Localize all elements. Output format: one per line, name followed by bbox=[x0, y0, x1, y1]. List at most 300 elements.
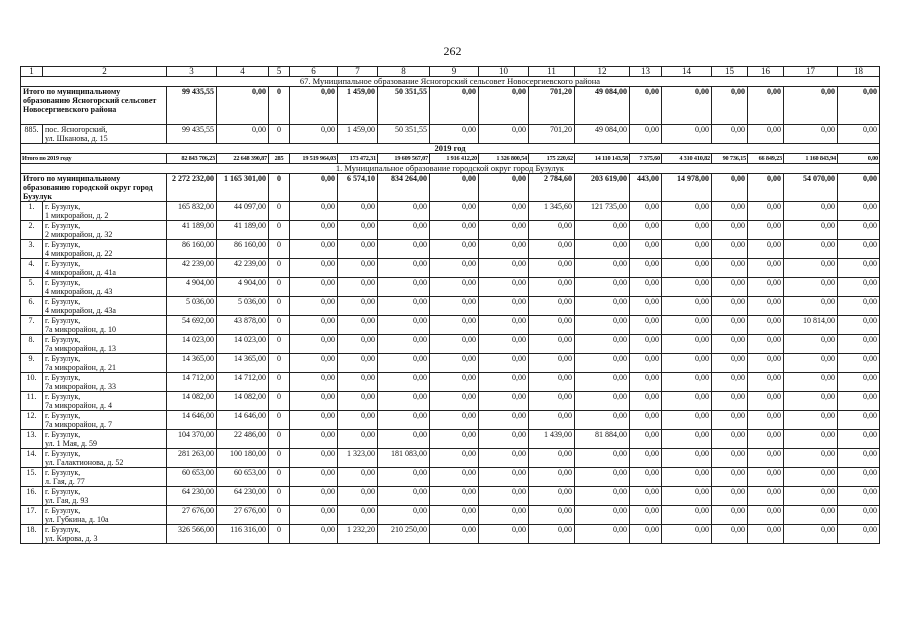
table-cell: 0,00 bbox=[290, 430, 338, 449]
table-cell: 0,00 bbox=[784, 373, 838, 392]
table-cell: 0,00 bbox=[290, 125, 338, 144]
table-cell: 0,00 bbox=[378, 411, 430, 430]
table-cell: 0,00 bbox=[838, 373, 880, 392]
table-cell: 0,00 bbox=[378, 221, 430, 240]
row-number: 10. bbox=[21, 373, 43, 392]
table-cell: 0,00 bbox=[838, 87, 880, 125]
table-cell: 14 646,00 bbox=[217, 411, 269, 430]
table-cell: 54 692,00 bbox=[167, 316, 217, 335]
row-address: г. Бузулук, ул. 1 Мая, д. 59 bbox=[43, 430, 167, 449]
table-cell: 165 832,00 bbox=[167, 202, 217, 221]
table-cell: 0,00 bbox=[338, 487, 378, 506]
table-cell: 41 189,00 bbox=[167, 221, 217, 240]
table-cell: 14 712,00 bbox=[167, 373, 217, 392]
table-row bbox=[21, 335, 880, 354]
table-cell: 0,00 bbox=[630, 202, 662, 221]
table-cell: 0,00 bbox=[479, 506, 529, 525]
table-cell: 0,00 bbox=[838, 525, 880, 544]
table-cell: 0 bbox=[269, 449, 290, 468]
table-cell: 0,00 bbox=[529, 259, 575, 278]
table-cell: 0 bbox=[269, 487, 290, 506]
table-cell: 0,00 bbox=[712, 468, 748, 487]
column-header: 4 bbox=[217, 67, 269, 77]
table-cell: 0,00 bbox=[290, 174, 338, 202]
table-cell: 0,00 bbox=[338, 316, 378, 335]
table-cell: 285 bbox=[269, 154, 290, 164]
table-row bbox=[21, 221, 880, 240]
row-number: 14. bbox=[21, 449, 43, 468]
row-number: 12. bbox=[21, 411, 43, 430]
table-cell: 0,00 bbox=[430, 411, 479, 430]
column-header: 8 bbox=[378, 67, 430, 77]
table-cell: 0 bbox=[269, 278, 290, 297]
table-cell: 0,00 bbox=[430, 449, 479, 468]
table-cell: 0,00 bbox=[290, 354, 338, 373]
row-number: 15. bbox=[21, 468, 43, 487]
table-cell: 0,00 bbox=[217, 125, 269, 144]
table-cell: 0,00 bbox=[529, 278, 575, 297]
table-cell: 0,00 bbox=[479, 221, 529, 240]
table-cell: 0,00 bbox=[430, 525, 479, 544]
row-address: г. Бузулук, 4 микрорайон, д. 43а bbox=[43, 297, 167, 316]
table-cell: 0,00 bbox=[378, 392, 430, 411]
table-cell: 0,00 bbox=[662, 87, 712, 125]
table-cell: 0,00 bbox=[529, 335, 575, 354]
table-cell: 1 459,00 bbox=[338, 87, 378, 125]
table-cell: 0,00 bbox=[662, 354, 712, 373]
table-cell: 0,00 bbox=[630, 525, 662, 544]
table-cell: 0,00 bbox=[748, 373, 784, 392]
table-cell: 0,00 bbox=[575, 221, 630, 240]
table-row bbox=[21, 259, 880, 278]
table-cell: 0,00 bbox=[290, 221, 338, 240]
summary-row-buzuluk bbox=[21, 174, 880, 202]
table-cell: 0,00 bbox=[529, 354, 575, 373]
table-cell: 0,00 bbox=[630, 240, 662, 259]
table-cell: 0,00 bbox=[430, 125, 479, 144]
table-cell: 0,00 bbox=[630, 430, 662, 449]
column-header: 3 bbox=[167, 67, 217, 77]
table-row bbox=[21, 525, 880, 544]
table-cell: 0,00 bbox=[290, 297, 338, 316]
table-cell: 0,00 bbox=[217, 87, 269, 125]
table-cell: 44 097,00 bbox=[217, 202, 269, 221]
table-cell: 0,00 bbox=[378, 373, 430, 392]
table-cell: 0 bbox=[269, 259, 290, 278]
table-cell: 0,00 bbox=[662, 411, 712, 430]
table-cell: 99 435,55 bbox=[167, 87, 217, 125]
row-address: г. Бузулук, 4 микрорайон, д. 41а bbox=[43, 259, 167, 278]
data-table bbox=[20, 66, 880, 544]
table-cell: 0,00 bbox=[784, 240, 838, 259]
table-cell: 0,00 bbox=[575, 259, 630, 278]
table-cell: 0,00 bbox=[529, 373, 575, 392]
table-cell: 0,00 bbox=[784, 449, 838, 468]
table-cell: 2 272 232,00 bbox=[167, 174, 217, 202]
table-cell: 0,00 bbox=[662, 506, 712, 525]
row-address: г. Бузулук, 4 микрорайон, д. 22 bbox=[43, 240, 167, 259]
table-cell: 0,00 bbox=[630, 125, 662, 144]
table-row bbox=[21, 202, 880, 221]
table-cell: 82 843 706,23 bbox=[167, 154, 217, 164]
table-cell: 0 bbox=[269, 174, 290, 202]
table-cell: 0,00 bbox=[479, 174, 529, 202]
table-cell: 0,00 bbox=[662, 278, 712, 297]
table-cell: 701,20 bbox=[529, 125, 575, 144]
row-number: 11. bbox=[21, 392, 43, 411]
column-header: 2 bbox=[43, 67, 167, 77]
table-cell: 14 023,00 bbox=[167, 335, 217, 354]
column-header: 14 bbox=[662, 67, 712, 77]
table-cell: 0,00 bbox=[529, 506, 575, 525]
section-heading-yasnogorsk bbox=[21, 77, 880, 87]
table-cell: 0,00 bbox=[378, 430, 430, 449]
table-cell: 0,00 bbox=[338, 373, 378, 392]
table-cell: 86 160,00 bbox=[217, 240, 269, 259]
table-cell: 0,00 bbox=[748, 525, 784, 544]
table-cell: 0 bbox=[269, 125, 290, 144]
table-cell: 0,00 bbox=[338, 335, 378, 354]
table-cell: 0,00 bbox=[378, 278, 430, 297]
table-cell: 0,00 bbox=[630, 506, 662, 525]
table-cell: 0,00 bbox=[784, 525, 838, 544]
table-cell: 2 784,60 bbox=[529, 174, 575, 202]
table-cell: 4 310 410,82 bbox=[662, 154, 712, 164]
row-number: 17. bbox=[21, 506, 43, 525]
row-address: г. Бузулук, 4 микрорайон, д. 43 bbox=[43, 278, 167, 297]
summary-label: Итого по 2019 году bbox=[21, 154, 167, 164]
column-header: 5 bbox=[269, 67, 290, 77]
table-cell: 0,00 bbox=[575, 240, 630, 259]
row-number: 2. bbox=[21, 221, 43, 240]
table-cell: 0,00 bbox=[712, 335, 748, 354]
row-address: г. Бузулук, 7а микрорайон, д. 13 bbox=[43, 335, 167, 354]
table-cell: 0,00 bbox=[290, 449, 338, 468]
table-cell: 0,00 bbox=[748, 411, 784, 430]
table-cell: 0,00 bbox=[748, 430, 784, 449]
table-cell: 60 653,00 bbox=[217, 468, 269, 487]
table-cell: 0,00 bbox=[479, 87, 529, 125]
table-cell: 0,00 bbox=[529, 316, 575, 335]
table-cell: 0,00 bbox=[662, 468, 712, 487]
table-cell: 0,00 bbox=[748, 449, 784, 468]
table-cell: 0,00 bbox=[838, 316, 880, 335]
table-cell: 0,00 bbox=[838, 125, 880, 144]
table-cell: 0,00 bbox=[838, 468, 880, 487]
table-cell: 0,00 bbox=[338, 202, 378, 221]
table-cell: 4 904,00 bbox=[217, 278, 269, 297]
table-cell: 0,00 bbox=[748, 259, 784, 278]
table-cell: 0,00 bbox=[479, 468, 529, 487]
table-cell: 0,00 bbox=[290, 506, 338, 525]
table-cell: 0,00 bbox=[378, 240, 430, 259]
table-row bbox=[21, 392, 880, 411]
table-cell: 0,00 bbox=[748, 392, 784, 411]
table-cell: 0,00 bbox=[430, 87, 479, 125]
table-cell: 0,00 bbox=[529, 411, 575, 430]
table-cell: 0,00 bbox=[430, 354, 479, 373]
column-header: 10 bbox=[479, 67, 529, 77]
table-cell: 0,00 bbox=[575, 316, 630, 335]
table-cell: 0,00 bbox=[712, 411, 748, 430]
table-cell: 0,00 bbox=[712, 525, 748, 544]
table-cell: 27 676,00 bbox=[217, 506, 269, 525]
table-cell: 0,00 bbox=[712, 506, 748, 525]
table-cell: 0,00 bbox=[575, 373, 630, 392]
table-cell: 0,00 bbox=[338, 506, 378, 525]
table-cell: 0,00 bbox=[479, 240, 529, 259]
table-cell: 0,00 bbox=[630, 354, 662, 373]
table-cell: 0 bbox=[269, 221, 290, 240]
table-cell: 0,00 bbox=[784, 278, 838, 297]
table-cell: 49 084,00 bbox=[575, 87, 630, 125]
table-cell: 0,00 bbox=[712, 87, 748, 125]
section-heading-yasnogorsk-label: 67. Муниципальное образование Ясногорский сельсовет Новосергиевского района bbox=[21, 77, 880, 87]
table-cell: 50 351,55 bbox=[378, 125, 430, 144]
table-cell: 0,00 bbox=[662, 259, 712, 278]
table-cell: 0,00 bbox=[784, 297, 838, 316]
column-header: 7 bbox=[338, 67, 378, 77]
row-address: г. Бузулук, 7а микрорайон, д. 10 bbox=[43, 316, 167, 335]
row-number: 7. bbox=[21, 316, 43, 335]
table-cell: 0,00 bbox=[748, 487, 784, 506]
column-header: 1 bbox=[21, 67, 43, 77]
table-cell: 0,00 bbox=[378, 354, 430, 373]
table-cell: 0,00 bbox=[630, 411, 662, 430]
table-cell: 0,00 bbox=[748, 221, 784, 240]
table-cell: 0,00 bbox=[290, 487, 338, 506]
total-row-2019 bbox=[21, 154, 880, 164]
row-address: г. Бузулук, 7а микрорайон, д. 21 bbox=[43, 354, 167, 373]
table-cell: 0,00 bbox=[662, 430, 712, 449]
table-cell: 443,00 bbox=[630, 174, 662, 202]
row-number: 6. bbox=[21, 297, 43, 316]
column-header: 16 bbox=[748, 67, 784, 77]
table-cell: 0,00 bbox=[784, 125, 838, 144]
table-cell: 0,00 bbox=[662, 373, 712, 392]
table-cell: 64 230,00 bbox=[167, 487, 217, 506]
row-number: 9. bbox=[21, 354, 43, 373]
table-row bbox=[21, 449, 880, 468]
table-cell: 0,00 bbox=[838, 297, 880, 316]
table-cell: 701,20 bbox=[529, 87, 575, 125]
table-cell: 19 519 964,03 bbox=[290, 154, 338, 164]
table-cell: 0,00 bbox=[290, 259, 338, 278]
table-cell: 104 370,00 bbox=[167, 430, 217, 449]
table-cell: 0,00 bbox=[290, 392, 338, 411]
table-cell: 0,00 bbox=[662, 449, 712, 468]
table-cell: 0,00 bbox=[529, 525, 575, 544]
table-cell: 0,00 bbox=[378, 316, 430, 335]
table-cell: 1 345,60 bbox=[529, 202, 575, 221]
table-cell: 0,00 bbox=[529, 449, 575, 468]
table-cell: 0,00 bbox=[290, 202, 338, 221]
table-cell: 14 365,00 bbox=[217, 354, 269, 373]
table-cell: 1 232,20 bbox=[338, 525, 378, 544]
table-cell: 0,00 bbox=[630, 278, 662, 297]
table-row bbox=[21, 373, 880, 392]
row-address: г. Бузулук, 7а микрорайон, д. 33 bbox=[43, 373, 167, 392]
table-cell: 0,00 bbox=[479, 525, 529, 544]
table-cell: 0,00 bbox=[838, 202, 880, 221]
table-cell: 0,00 bbox=[838, 154, 880, 164]
table-cell: 0,00 bbox=[378, 468, 430, 487]
table-cell: 121 735,00 bbox=[575, 202, 630, 221]
table-cell: 116 316,00 bbox=[217, 525, 269, 544]
table-cell: 0,00 bbox=[479, 297, 529, 316]
table-cell: 0,00 bbox=[838, 430, 880, 449]
table-cell: 281 263,00 bbox=[167, 449, 217, 468]
table-cell: 0,00 bbox=[662, 525, 712, 544]
table-cell: 0,00 bbox=[479, 316, 529, 335]
table-row bbox=[21, 125, 880, 144]
table-cell: 10 814,00 bbox=[784, 316, 838, 335]
table-cell: 1 160 843,94 bbox=[784, 154, 838, 164]
table-cell: 14 712,00 bbox=[217, 373, 269, 392]
table-cell: 42 239,00 bbox=[167, 259, 217, 278]
table-cell: 0,00 bbox=[748, 354, 784, 373]
row-address: г. Бузулук, 2 микрорайон, д. 32 bbox=[43, 221, 167, 240]
table-cell: 0,00 bbox=[430, 392, 479, 411]
table-cell: 0,00 bbox=[838, 411, 880, 430]
table-cell: 0,00 bbox=[662, 240, 712, 259]
table-cell: 0,00 bbox=[575, 392, 630, 411]
table-cell: 0,00 bbox=[378, 259, 430, 278]
table-cell: 0,00 bbox=[479, 373, 529, 392]
table-cell: 0,00 bbox=[784, 87, 838, 125]
table-cell: 22 648 390,87 bbox=[217, 154, 269, 164]
table-cell: 0,00 bbox=[430, 487, 479, 506]
row-number: 885. bbox=[21, 125, 43, 144]
table-cell: 0,00 bbox=[748, 278, 784, 297]
table-cell: 0,00 bbox=[430, 506, 479, 525]
table-cell: 1 326 800,54 bbox=[479, 154, 529, 164]
table-cell: 0,00 bbox=[784, 411, 838, 430]
table-cell: 0,00 bbox=[712, 221, 748, 240]
row-number: 4. bbox=[21, 259, 43, 278]
section-heading-buzuluk bbox=[21, 164, 880, 174]
table-cell: 0,00 bbox=[430, 259, 479, 278]
table-cell: 0,00 bbox=[662, 392, 712, 411]
table-cell: 175 220,62 bbox=[529, 154, 575, 164]
table-row bbox=[21, 506, 880, 525]
table-cell: 0,00 bbox=[338, 411, 378, 430]
table-cell: 0,00 bbox=[712, 354, 748, 373]
table-cell: 0,00 bbox=[529, 487, 575, 506]
table-cell: 0,00 bbox=[748, 174, 784, 202]
table-cell: 834 264,00 bbox=[378, 174, 430, 202]
table-cell: 0,00 bbox=[838, 335, 880, 354]
summary-label: Итого по муниципальному образованию Ясногорский сельсовет Новосергиевского района bbox=[21, 87, 167, 125]
table-cell: 0,00 bbox=[575, 411, 630, 430]
table-cell: 99 435,55 bbox=[167, 125, 217, 144]
table-cell: 0,00 bbox=[748, 506, 784, 525]
table-cell: 0,00 bbox=[575, 354, 630, 373]
row-number: 16. bbox=[21, 487, 43, 506]
table-row bbox=[21, 354, 880, 373]
table-cell: 0,00 bbox=[290, 373, 338, 392]
table-cell: 0,00 bbox=[630, 297, 662, 316]
table-cell: 0,00 bbox=[430, 373, 479, 392]
header-row bbox=[21, 67, 880, 77]
table-cell: 0,00 bbox=[290, 468, 338, 487]
table-cell: 0,00 bbox=[838, 506, 880, 525]
table-cell: 0,00 bbox=[838, 449, 880, 468]
table-cell: 0,00 bbox=[479, 449, 529, 468]
table-cell: 0,00 bbox=[430, 297, 479, 316]
table-cell: 0,00 bbox=[529, 468, 575, 487]
table-cell: 0,00 bbox=[630, 221, 662, 240]
table-cell: 0,00 bbox=[784, 487, 838, 506]
table-row bbox=[21, 240, 880, 259]
table-cell: 0,00 bbox=[748, 240, 784, 259]
table-cell: 0,00 bbox=[290, 525, 338, 544]
table-cell: 0,00 bbox=[662, 202, 712, 221]
table-cell: 0,00 bbox=[784, 430, 838, 449]
table-cell: 0,00 bbox=[838, 221, 880, 240]
table-cell: 5 036,00 bbox=[167, 297, 217, 316]
table-cell: 0,00 bbox=[430, 430, 479, 449]
row-number: 1. bbox=[21, 202, 43, 221]
table-cell: 14 646,00 bbox=[167, 411, 217, 430]
table-cell: 0,00 bbox=[338, 392, 378, 411]
column-header: 6 bbox=[290, 67, 338, 77]
table-cell: 0,00 bbox=[430, 240, 479, 259]
table-cell: 0,00 bbox=[430, 335, 479, 354]
row-address: г. Бузулук, 7а микрорайон, д. 7 bbox=[43, 411, 167, 430]
table-cell: 0,00 bbox=[290, 87, 338, 125]
table-cell: 0,00 bbox=[338, 259, 378, 278]
table-cell: 0,00 bbox=[338, 297, 378, 316]
year-heading bbox=[21, 144, 880, 154]
table-cell: 0,00 bbox=[748, 297, 784, 316]
column-header: 17 bbox=[784, 67, 838, 77]
table-cell: 0,00 bbox=[430, 316, 479, 335]
table-cell: 0,00 bbox=[712, 202, 748, 221]
table-cell: 0,00 bbox=[748, 335, 784, 354]
table-row bbox=[21, 411, 880, 430]
table-cell: 27 676,00 bbox=[167, 506, 217, 525]
table-cell: 0,00 bbox=[529, 221, 575, 240]
table-row bbox=[21, 487, 880, 506]
table-cell: 0,00 bbox=[575, 278, 630, 297]
table-cell: 0,00 bbox=[748, 316, 784, 335]
table-row bbox=[21, 430, 880, 449]
table-cell: 0,00 bbox=[630, 468, 662, 487]
table-cell: 0,00 bbox=[630, 373, 662, 392]
column-header: 15 bbox=[712, 67, 748, 77]
table-cell: 326 566,00 bbox=[167, 525, 217, 544]
table-cell: 0,00 bbox=[338, 278, 378, 297]
table-cell: 0,00 bbox=[378, 335, 430, 354]
year-heading-label: 2019 год bbox=[21, 144, 880, 154]
table-cell: 1 165 301,00 bbox=[217, 174, 269, 202]
table-cell: 0,00 bbox=[430, 278, 479, 297]
table-cell: 0,00 bbox=[630, 316, 662, 335]
table-cell: 41 189,00 bbox=[217, 221, 269, 240]
table-cell: 0,00 bbox=[662, 487, 712, 506]
table-cell: 0,00 bbox=[838, 259, 880, 278]
section-heading-buzuluk-label: 1. Муниципальное образование городской округ город Бузулук bbox=[21, 164, 880, 174]
table-cell: 0,00 bbox=[662, 125, 712, 144]
table-cell: 64 230,00 bbox=[217, 487, 269, 506]
table-cell: 0 bbox=[269, 411, 290, 430]
column-header: 12 bbox=[575, 67, 630, 77]
column-header: 11 bbox=[529, 67, 575, 77]
table-cell: 0,00 bbox=[290, 316, 338, 335]
table-cell: 0,00 bbox=[712, 487, 748, 506]
table-cell: 0,00 bbox=[290, 335, 338, 354]
